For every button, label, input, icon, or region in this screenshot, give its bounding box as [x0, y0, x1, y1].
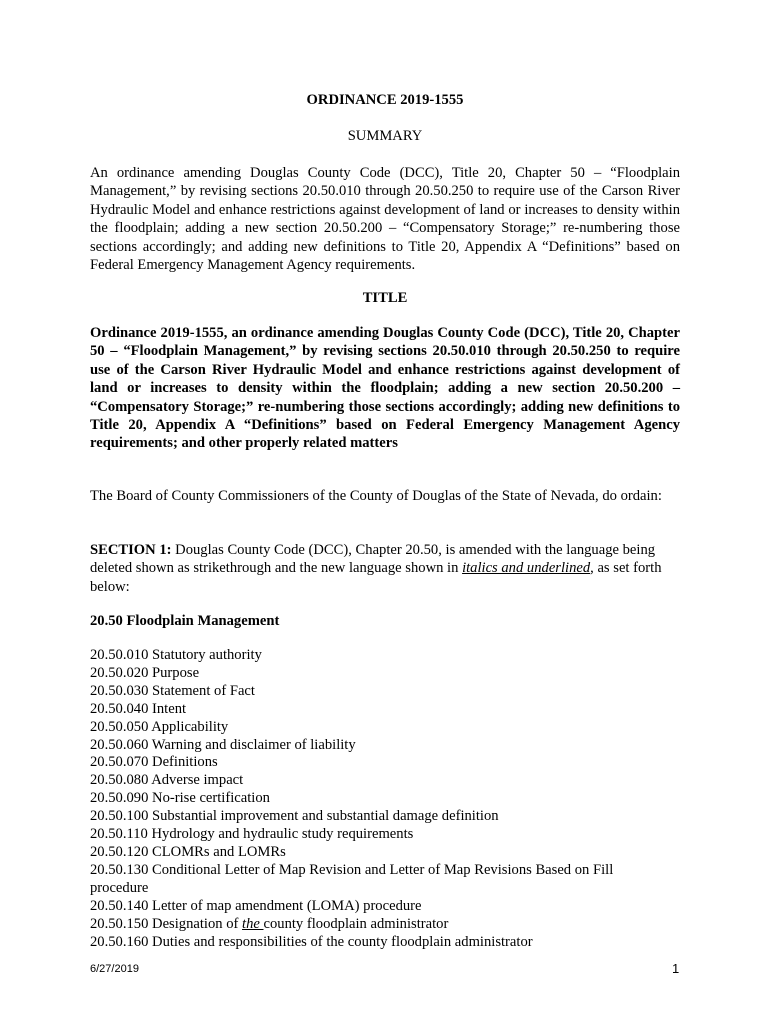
toc-item-150 — [90, 916, 690, 934]
footer-date: 6/27/2019 — [90, 963, 139, 975]
section-1-label: SECTION 1: — [90, 542, 172, 558]
summary-heading: SUMMARY — [347, 128, 423, 144]
toc-item: 20.50.140 Letter of map amendment (LOMA) procedure — [90, 897, 422, 914]
footer-page-number: 1 — [672, 961, 680, 976]
toc-item: 20.50.050 Applicability — [90, 718, 229, 735]
ordain-paragraph: The Board of County Commissioners of the County of Douglas of the State of Nevada, do ordain: — [90, 488, 662, 504]
toc-item: 20.50.080 Adverse impact — [90, 772, 244, 789]
toc-item: 20.50.070 Definitions — [90, 754, 218, 771]
toc-item: 20.50.090 No-rise certification — [90, 790, 270, 807]
toc-150-suffix: county floodplain administrator — [263, 915, 449, 932]
section-1-text: Douglas County Code (DCC), Chapter 20.50, is amended with the language being deleted shown as strikethrough and the new language shown in — [90, 542, 656, 577]
section-1-text-end: , as set forth below: — [90, 560, 662, 595]
toc-item: 20.50.110 Hydrology and hydraulic study requirements — [90, 826, 414, 843]
toc-150-inserted: the — [242, 915, 264, 932]
title-paragraph: Ordinance 2019-1555, an ordinance amending Douglas County Code (DCC), Title 20, Chapter 50 – “Floodplain Management,” by revising sections 20.50.010 through 20.50.250 to require use of the Carson River Hydraulic Model and enhance restrictions against development of land or increases to density within the floodplain; adding a new section 20.50.200 – “Compensatory Storage;” re-numbering those sections accordingly; adding new definitions to Title 20, Appendix A “Definitions” based on Federal Emergency Management Agency requirements; and other properly related matters — [90, 325, 680, 452]
toc-item: 20.50.030 Statement of Fact — [90, 682, 255, 699]
section-1-emphasis: italics and underlined — [462, 560, 591, 577]
section-1-paragraph — [90, 541, 680, 596]
toc-item: 20.50.020 Purpose — [90, 664, 200, 681]
title-heading: TITLE — [362, 290, 408, 306]
toc-item: 20.50.010 Statutory authority — [90, 647, 262, 663]
chapter-heading: 20.50 Floodplain Management — [90, 613, 280, 629]
toc-150-prefix: 20.50.150 Designation of — [90, 915, 243, 932]
summary-paragraph: An ordinance amending Douglas County Code (DCC), Title 20, Chapter 50 – “Floodplain Management,” by revising sections 20.50.010 through 20.50.250 to require use of the Carson River Hydraulic Model and enhance restrictions against development of land or increases to density within the floodplain; adding a new section 20.50.200 – “Compensatory Storage;” re-numbering those sections accordingly; and adding new definitions to Title 20, Appendix A “Definitions” based on Federal Emergency Management Agency requirements. — [90, 165, 680, 274]
toc-item: 20.50.060 Warning and disclaimer of liability — [90, 736, 356, 753]
ordinance-title: ORDINANCE 2019-1555 — [306, 92, 464, 108]
toc-item: 20.50.130 Conditional Letter of Map Revision and Letter of Map Revisions Based on Fill procedure — [90, 861, 614, 896]
toc-item: 20.50.120 CLOMRs and LOMRs — [90, 843, 286, 860]
toc-item: 20.50.100 Substantial improvement and substantial damage definition — [90, 808, 499, 825]
toc-item: 20.50.160 Duties and responsibilities of the county floodplain administrator — [90, 933, 533, 950]
toc-item: 20.50.040 Intent — [90, 700, 187, 717]
table-of-contents — [90, 647, 690, 951]
